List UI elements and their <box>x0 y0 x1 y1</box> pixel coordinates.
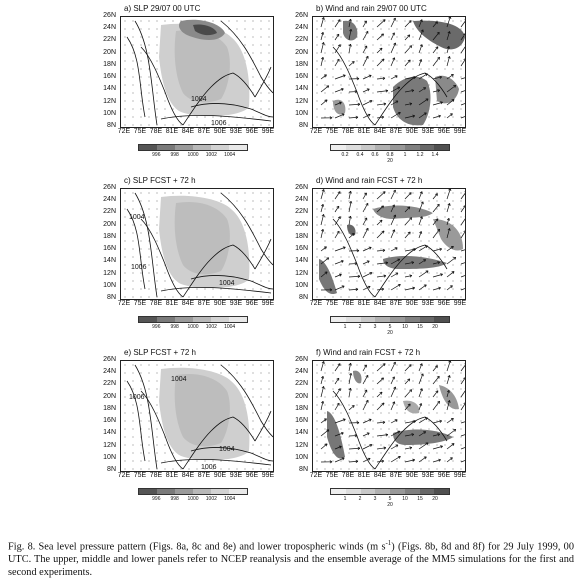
colorbar-label: 1004 <box>224 324 236 330</box>
colorbar-label: 996 <box>152 324 161 330</box>
y-tick-label: 10N <box>295 453 308 461</box>
contour-label: 1004 <box>219 446 235 453</box>
x-axis <box>309 128 467 138</box>
y-tick-label: 8N <box>299 294 308 301</box>
colorbar <box>138 316 248 330</box>
y-tick-label: 8N <box>107 122 116 129</box>
contour-label: 1004 <box>219 280 235 287</box>
y-tick-label: 14N <box>295 85 308 93</box>
colorbar-label: 1000 <box>187 496 199 502</box>
y-tick-label: 16N <box>295 245 308 253</box>
colorbar-label: 1004 <box>224 496 236 502</box>
colorbar <box>330 488 450 508</box>
x-tick-label: 75E <box>325 472 339 479</box>
colorbar-label: 20 <box>432 496 438 502</box>
x-tick-label: 93E <box>421 300 435 307</box>
x-tick-label: 75E <box>325 128 339 135</box>
x-tick-label: 99E <box>261 128 275 135</box>
x-tick-label: 84E <box>181 472 195 479</box>
x-axis <box>117 128 275 138</box>
y-tick-label: 12N <box>103 97 116 105</box>
y-tick-label: 26N <box>103 184 116 191</box>
x-tick-label: 93E <box>229 128 243 135</box>
x-tick-label: 84E <box>373 300 387 307</box>
colorbar-label: 998 <box>170 324 179 330</box>
x-tick-label: 87E <box>389 472 403 479</box>
colorbar-label: 2 <box>358 496 362 502</box>
panel-title: e) SLP FCST + 72 h <box>124 348 196 357</box>
wind-reference-label: 20 <box>387 502 393 508</box>
contour-label: 1006 <box>201 464 217 471</box>
colorbar-label: 0.2 <box>341 152 349 158</box>
y-tick-label: 22N <box>103 380 116 388</box>
caption-superscript: -1 <box>385 539 392 547</box>
x-tick-label: 87E <box>389 300 403 307</box>
map-plot <box>312 188 466 300</box>
x-axis <box>309 300 467 310</box>
colorbar-label: 998 <box>170 152 179 158</box>
x-tick-label: 84E <box>181 128 195 135</box>
x-tick-label: 78E <box>149 300 163 307</box>
x-tick-label: 78E <box>149 128 163 135</box>
y-tick-label: 20N <box>295 220 308 228</box>
colorbar-label: 1.4 <box>431 152 439 158</box>
contour-label: 1004 <box>191 96 207 103</box>
y-tick-label: 24N <box>295 24 308 32</box>
x-tick-label: 72E <box>309 472 323 479</box>
y-tick-label: 22N <box>103 208 116 216</box>
wind-reference-label: 20 <box>387 330 393 336</box>
y-tick-label: 12N <box>103 269 116 277</box>
contour-label: 1006 <box>129 394 145 401</box>
colorbar <box>330 144 450 164</box>
x-tick-label: 93E <box>229 300 243 307</box>
colorbar-label: 0.4 <box>356 152 364 158</box>
y-tick-label: 8N <box>107 466 116 473</box>
x-tick-label: 99E <box>261 472 275 479</box>
colorbar-label: 996 <box>152 496 161 502</box>
x-tick-label: 72E <box>309 300 323 307</box>
map-plot <box>120 360 274 472</box>
y-tick-label: 14N <box>295 257 308 265</box>
colorbar-label: 1002 <box>205 496 217 502</box>
x-tick-label: 84E <box>373 128 387 135</box>
x-tick-label: 90E <box>405 472 419 479</box>
colorbar-label: 5 <box>388 496 392 502</box>
x-tick-label: 96E <box>245 128 259 135</box>
colorbar-label: 1004 <box>224 152 236 158</box>
x-axis <box>309 472 467 482</box>
x-tick-label: 72E <box>309 128 323 135</box>
y-tick-label: 24N <box>103 196 116 204</box>
colorbar <box>138 144 248 158</box>
x-tick-label: 87E <box>197 128 211 135</box>
x-tick-label: 96E <box>437 300 451 307</box>
y-tick-label: 22N <box>295 36 308 44</box>
colorbar-label: 15 <box>417 496 423 502</box>
x-tick-label: 96E <box>437 472 451 479</box>
wind-reference-label: 20 <box>387 158 393 164</box>
x-tick-label: 75E <box>325 300 339 307</box>
y-tick-label: 26N <box>103 356 116 363</box>
colorbar-label: 996 <box>152 152 161 158</box>
y-tick-label: 16N <box>103 73 116 81</box>
contour-label: 1004 <box>129 214 145 221</box>
x-tick-label: 75E <box>133 472 147 479</box>
x-tick-label: 96E <box>245 472 259 479</box>
y-tick-label: 8N <box>299 466 308 473</box>
x-tick-label: 72E <box>117 472 131 479</box>
x-tick-label: 90E <box>405 128 419 135</box>
map-plot <box>312 360 466 472</box>
x-tick-label: 90E <box>213 300 227 307</box>
colorbar-label: 1.2 <box>416 152 424 158</box>
map-plot <box>120 16 274 128</box>
x-tick-label: 81E <box>357 300 371 307</box>
colorbar-label: 15 <box>417 324 423 330</box>
colorbar-label: 10 <box>402 324 408 330</box>
y-tick-label: 10N <box>103 109 116 117</box>
y-tick-label: 22N <box>295 208 308 216</box>
x-tick-label: 75E <box>133 300 147 307</box>
y-tick-label: 12N <box>295 269 308 277</box>
x-tick-label: 84E <box>373 472 387 479</box>
x-tick-label: 75E <box>133 128 147 135</box>
x-tick-label: 81E <box>165 472 179 479</box>
panel-title: f) Wind and rain FCST + 72 h <box>316 348 421 357</box>
caption-text-1: Fig. 8. Sea level pressure pattern (Figs. 8a, 8c and 8e) and lower tropospheric winds (m s <box>8 541 386 553</box>
colorbar-label: 1 <box>343 324 347 330</box>
y-tick-label: 16N <box>295 417 308 425</box>
x-tick-label: 78E <box>341 300 355 307</box>
y-tick-label: 14N <box>103 257 116 265</box>
colorbar-label: 3 <box>373 496 377 502</box>
panel-title: a) SLP 29/07 00 UTC <box>124 4 201 13</box>
x-tick-label: 78E <box>149 472 163 479</box>
colorbar-label: 3 <box>373 324 377 330</box>
y-tick-label: 22N <box>295 380 308 388</box>
y-tick-label: 24N <box>103 368 116 376</box>
x-tick-label: 87E <box>389 128 403 135</box>
x-tick-label: 81E <box>165 128 179 135</box>
y-tick-label: 12N <box>103 441 116 449</box>
y-tick-label: 8N <box>107 294 116 301</box>
panel-f <box>290 348 550 513</box>
x-tick-label: 78E <box>341 128 355 135</box>
colorbar <box>330 316 450 336</box>
colorbar-label: 5 <box>388 324 392 330</box>
panel-title: c) SLP FCST + 72 h <box>124 176 196 185</box>
y-tick-label: 18N <box>103 60 116 68</box>
colorbar-label: 0.6 <box>371 152 379 158</box>
map-plot <box>120 188 274 300</box>
colorbar-label: 1000 <box>187 152 199 158</box>
x-tick-label: 84E <box>181 300 195 307</box>
figure-caption <box>8 537 574 579</box>
y-tick-label: 26N <box>103 12 116 19</box>
x-tick-label: 90E <box>405 300 419 307</box>
contour-label: 1004 <box>171 376 187 383</box>
colorbar-label: 998 <box>170 496 179 502</box>
y-tick-label: 14N <box>103 429 116 437</box>
y-tick-label: 20N <box>103 220 116 228</box>
x-tick-label: 78E <box>341 472 355 479</box>
contour-label: 1006 <box>131 264 147 271</box>
colorbar-label: 10 <box>402 496 408 502</box>
y-tick-label: 8N <box>299 122 308 129</box>
x-tick-label: 90E <box>213 472 227 479</box>
y-tick-label: 22N <box>103 36 116 44</box>
panel-title: d) Wind and rain FCST + 72 h <box>316 176 423 185</box>
colorbar-label: 20 <box>432 324 438 330</box>
x-tick-label: 99E <box>453 300 467 307</box>
y-tick-label: 24N <box>295 196 308 204</box>
colorbar-label: 1002 <box>205 152 217 158</box>
y-tick-label: 18N <box>295 60 308 68</box>
y-tick-label: 26N <box>295 356 308 363</box>
caption-text-2: ) (Figs. 8b, 8d and 8f) for 29 July 1999, 00 UTC. The upper, middle and lower panels refer to NCEP reanalysis and the ensemble average of the MM5 simulations for the first and second experiments. <box>8 541 574 579</box>
y-tick-label: 10N <box>295 109 308 117</box>
y-tick-label: 18N <box>103 404 116 412</box>
y-tick-label: 20N <box>103 48 116 56</box>
y-tick-label: 12N <box>295 97 308 105</box>
colorbar-label: 1 <box>403 152 407 158</box>
y-tick-label: 16N <box>295 73 308 81</box>
x-axis <box>117 300 275 310</box>
y-tick-label: 20N <box>295 392 308 400</box>
colorbar-label: 1000 <box>187 324 199 330</box>
y-tick-label: 16N <box>103 417 116 425</box>
x-tick-label: 81E <box>165 300 179 307</box>
x-tick-label: 87E <box>197 472 211 479</box>
y-tick-label: 24N <box>103 24 116 32</box>
y-tick-label: 10N <box>103 453 116 461</box>
x-tick-label: 81E <box>357 472 371 479</box>
colorbar-label: 0.8 <box>386 152 394 158</box>
y-tick-label: 24N <box>295 368 308 376</box>
y-tick-label: 20N <box>295 48 308 56</box>
y-tick-label: 26N <box>295 12 308 19</box>
panel-title: b) Wind and rain 29/07 00 UTC <box>316 4 427 13</box>
y-tick-label: 18N <box>295 232 308 240</box>
x-tick-label: 96E <box>245 300 259 307</box>
y-tick-label: 10N <box>103 281 116 289</box>
x-tick-label: 87E <box>197 300 211 307</box>
map-plot <box>312 16 466 128</box>
x-tick-label: 72E <box>117 300 131 307</box>
x-tick-label: 90E <box>213 128 227 135</box>
y-tick-label: 14N <box>103 85 116 93</box>
contour-label: 1006 <box>211 120 227 127</box>
panel-d <box>290 176 550 341</box>
colorbar-label: 2 <box>358 324 362 330</box>
x-tick-label: 99E <box>261 300 275 307</box>
colorbar-label: 1002 <box>205 324 217 330</box>
x-tick-label: 93E <box>421 128 435 135</box>
y-tick-label: 12N <box>295 441 308 449</box>
y-tick-label: 10N <box>295 281 308 289</box>
y-tick-label: 18N <box>295 404 308 412</box>
panel-b <box>290 4 550 169</box>
x-tick-label: 99E <box>453 472 467 479</box>
x-tick-label: 93E <box>421 472 435 479</box>
y-tick-label: 18N <box>103 232 116 240</box>
colorbar <box>138 488 248 502</box>
x-tick-label: 72E <box>117 128 131 135</box>
y-tick-label: 26N <box>295 184 308 191</box>
x-tick-label: 93E <box>229 472 243 479</box>
x-tick-label: 99E <box>453 128 467 135</box>
y-tick-label: 20N <box>103 392 116 400</box>
colorbar-label: 1 <box>343 496 347 502</box>
y-tick-label: 16N <box>103 245 116 253</box>
x-tick-label: 81E <box>357 128 371 135</box>
x-axis <box>117 472 275 482</box>
x-tick-label: 96E <box>437 128 451 135</box>
y-tick-label: 14N <box>295 429 308 437</box>
